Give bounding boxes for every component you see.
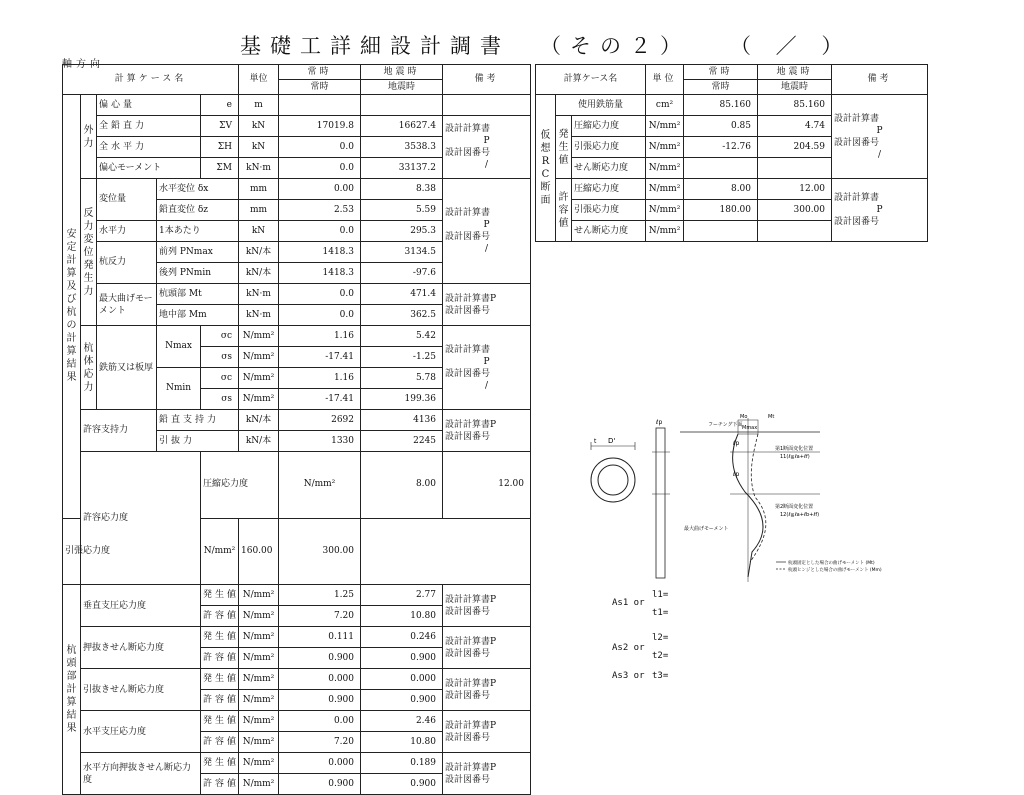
moment-normal: 0.0: [279, 305, 361, 326]
moment-label: 最大曲げモーメント: [97, 284, 157, 326]
stress-quake: 199.36: [361, 389, 443, 410]
formula-as3: As3 or: [612, 671, 645, 681]
legend-solid: 杭頭固定とした場合の曲げモーメント (Mt): [788, 561, 875, 566]
hdr-unit: 単位: [239, 65, 279, 95]
stress-unit: N/mm²: [239, 389, 279, 410]
head-gen-normal: 0.00: [279, 711, 361, 732]
head-gen: 発生値: [201, 585, 239, 606]
allow-stress-unit: N/mm²: [279, 452, 361, 519]
hdr-quake-sub: 地震時: [361, 80, 443, 95]
nmax-label: Nmax: [157, 326, 201, 368]
rebar-label: 鉄筋又は板厚: [97, 326, 157, 410]
ext-normal: 0.0: [279, 137, 361, 158]
pile-section-circle: [591, 458, 635, 502]
note-calc: 設計計算書: [445, 124, 491, 134]
pile-react-label: 杭反力: [97, 242, 157, 284]
rc-alw-normal: 8.00: [684, 179, 758, 200]
head-alw: 許容値: [201, 774, 239, 795]
ext-name: 偏心モーメント: [97, 158, 201, 179]
ext-normal: [279, 95, 361, 116]
lp-label-1: ℓp: [656, 419, 663, 426]
ext-unit: m: [239, 95, 279, 116]
head-gen: 発生値: [201, 627, 239, 648]
head-alw: 許容値: [201, 690, 239, 711]
hdr-normal: 常時: [279, 65, 361, 80]
stress-sym: σs: [201, 389, 239, 410]
head-unit: N/mm²: [239, 606, 279, 627]
page-number: （ ／ ）: [730, 34, 852, 58]
ext-normal: 0.0: [279, 158, 361, 179]
head-alw-normal: 7.20: [279, 606, 361, 627]
stress-normal: -17.41: [279, 389, 361, 410]
pile-react-name: 前列 PNmax: [157, 242, 239, 263]
rhdr-normal-sub: 常時: [684, 80, 758, 95]
stress-quake: -1.25: [361, 347, 443, 368]
allow-support-unit: kN/本: [239, 410, 279, 431]
pile-react-unit: kN/本: [239, 242, 279, 263]
formula-l1: l1=: [652, 590, 669, 600]
disp-normal: 2.53: [279, 200, 361, 221]
head-gen-quake: 0.246: [361, 627, 443, 648]
ext-unit: kN: [239, 116, 279, 137]
rc-alw-remarks: [832, 179, 928, 242]
head-gen-normal: 1.25: [279, 585, 361, 606]
rc-alw-quake: 300.00: [758, 200, 832, 221]
head-unit: N/mm²: [239, 774, 279, 795]
moment-remarks: [443, 284, 531, 326]
stress-sym: σs: [201, 347, 239, 368]
allow-stress-unit: N/mm²: [201, 518, 239, 585]
head-unit: N/mm²: [239, 753, 279, 774]
note-drawing: 設計図番号: [834, 217, 880, 227]
head-alw-normal: 0.900: [279, 774, 361, 795]
ext-name: 全鉛直力: [97, 116, 201, 137]
section-stability: 安定計算及び杭の計算結果: [63, 95, 81, 519]
rhdr-remarks: 備考: [832, 65, 928, 95]
allow-stress-quake: 300.00: [279, 518, 361, 585]
section-pile-head: 杭頭部計算結果: [63, 585, 81, 795]
rc-gen-unit: N/mm²: [646, 158, 684, 179]
pile-react-quake: 3134.5: [361, 242, 443, 263]
ext-normal: 17019.8: [279, 116, 361, 137]
head-unit: N/mm²: [239, 690, 279, 711]
head-gen-quake: 0.189: [361, 753, 443, 774]
head-label: 水平方向押抜きせん断応力度: [81, 753, 201, 795]
head-unit: N/mm²: [239, 627, 279, 648]
formula-l2: l2=: [652, 633, 669, 643]
hforce-label: 水平力: [97, 221, 157, 242]
rc-gen-normal: [684, 158, 758, 179]
head-remarks: [443, 753, 531, 795]
rebar-name: 使用鉄筋量: [556, 95, 646, 116]
ext-remarks: [443, 116, 531, 179]
ext-sym: ΣV: [201, 116, 239, 137]
rc-alw-name: せん断応力度: [572, 221, 646, 242]
rc-alw-quake: [758, 221, 832, 242]
head-gen-normal: 0.111: [279, 627, 361, 648]
hforce-quake: 295.3: [361, 221, 443, 242]
note-calc-p: 設計計算書P: [445, 678, 497, 689]
rc-alw-quake: 12.00: [758, 179, 832, 200]
head-gen-quake: 2.77: [361, 585, 443, 606]
head-alw-quake: 0.900: [361, 690, 443, 711]
rc-gen-remarks: [832, 95, 928, 179]
rhdr-case: 計算ケース名: [536, 65, 646, 95]
hdr-case: 計算ケース名: [63, 65, 239, 95]
allow-stress-normal: 160.00: [239, 518, 279, 585]
nmin-label: Nmin: [157, 368, 201, 410]
stress-sym: σc: [201, 326, 239, 347]
note-calc-p: 設計計算書P: [445, 720, 497, 731]
ext-quake: 3538.3: [361, 137, 443, 158]
head-alw-quake: 10.80: [361, 606, 443, 627]
right-rc-table: [535, 64, 928, 242]
formula-as2: As2 or: [612, 643, 645, 653]
mmax-label: Mmax: [742, 425, 758, 431]
note-p: P: [483, 136, 490, 146]
note-calc-p: 設計計算書P: [445, 762, 497, 773]
note-calc-p: 設計計算書P: [445, 636, 497, 647]
rc-gen-normal: -12.76: [684, 137, 758, 158]
ext-sym: e: [201, 95, 239, 116]
ext-unit: kN·m: [239, 158, 279, 179]
ext-quake: [361, 95, 443, 116]
rc-gen-name: 圧縮応力度: [572, 116, 646, 137]
head-remarks: [443, 711, 531, 753]
ext-quake: 33137.2: [361, 158, 443, 179]
allow-support-normal: 2692: [279, 410, 361, 431]
lp-label-2: ℓp: [733, 440, 740, 447]
allow-support-label: 許容支持力: [81, 410, 157, 452]
rc-alw-normal: [684, 221, 758, 242]
allow-support-normal: 1330: [279, 431, 361, 452]
pile-react-normal: 1418.3: [279, 242, 361, 263]
ext-sym: ΣM: [201, 158, 239, 179]
ext-name: 偏心量: [97, 95, 201, 116]
rhdr-unit: 単位: [646, 65, 684, 95]
disp-label: 変位量: [97, 179, 157, 221]
rebar-quake: 85.160: [758, 95, 832, 116]
allow-support-remarks: [443, 410, 531, 452]
head-label: 引抜きせん断応力度: [81, 669, 201, 711]
stress-normal: -17.41: [279, 347, 361, 368]
pile-react-quake: -97.6: [361, 263, 443, 284]
head-remarks: [443, 627, 531, 669]
hdr-remarks: 備考: [443, 65, 531, 95]
sec1-label: 第1断面変化位置: [775, 446, 814, 452]
head-unit: N/mm²: [239, 648, 279, 669]
hdr-normal-sub: 常時: [279, 80, 361, 95]
allow-support-quake: 2245: [361, 431, 443, 452]
head-remarks: [443, 585, 531, 627]
section-pile-stress: 杭体応力: [81, 326, 97, 410]
note-slash: /: [484, 380, 489, 391]
head-label: 押抜きせん断応力度: [81, 627, 201, 669]
pile-elevation: [652, 428, 670, 578]
note-calc: 設計計算書: [834, 193, 880, 203]
head-alw: 許容値: [201, 648, 239, 669]
note-drawing: 設計図番号: [445, 305, 491, 316]
head-alw-normal: 0.900: [279, 690, 361, 711]
rc-gen-name: 引張応力度: [572, 137, 646, 158]
stress-quake: 5.42: [361, 326, 443, 347]
d-label: D': [608, 437, 616, 445]
note-drawing: 設計図番号: [445, 648, 491, 659]
allow-stress-name: 圧縮応力度: [201, 452, 279, 519]
stress-unit: N/mm²: [239, 347, 279, 368]
disp-quake: 5.59: [361, 200, 443, 221]
mo-label: Mo: [740, 414, 748, 420]
rc-alw-unit: N/mm²: [646, 200, 684, 221]
rc-gen-unit: N/mm²: [646, 137, 684, 158]
note-calc: 設計計算書: [445, 344, 491, 355]
rc-alw-normal: 180.00: [684, 200, 758, 221]
note-drawing: 設計図番号: [445, 148, 491, 158]
head-alw-normal: 0.900: [279, 648, 361, 669]
section-external: 外力: [81, 95, 97, 179]
disp-normal: 0.00: [279, 179, 361, 200]
rhdr-normal: 常時: [684, 65, 758, 80]
formula-t3: t3=: [652, 671, 669, 681]
stress-unit: N/mm²: [239, 368, 279, 389]
ext-sym: ΣH: [201, 137, 239, 158]
hforce-name: 1本あたり: [157, 221, 239, 242]
rhdr-quake: 地震時: [758, 65, 832, 80]
stress-normal: 1.16: [279, 326, 361, 347]
note-calc-p: 設計計算書P: [445, 419, 497, 430]
axis-label: 軸方向: [62, 59, 104, 70]
formula-t1: t1=: [652, 608, 669, 618]
note-calc: 設計計算書: [834, 113, 880, 124]
note-drawing: 設計図番号: [445, 774, 491, 785]
allow-stress-name: 引張応力度: [63, 518, 97, 585]
head-label: 垂直支圧応力度: [81, 585, 201, 627]
page-title-part: （その２）: [540, 34, 690, 58]
rhdr-quake-sub: 地震時: [758, 80, 832, 95]
head-gen: 発生値: [201, 669, 239, 690]
stress-remarks: [443, 326, 531, 410]
formula-t2: t2=: [652, 651, 669, 661]
sec2-sub: 12(ℓ≧ℓa+ℓb+ℓf): [780, 512, 820, 518]
head-unit: N/mm²: [239, 732, 279, 753]
note-drawing: 設計図番号: [445, 368, 491, 379]
rc-gen-unit: N/mm²: [646, 116, 684, 137]
note-calc: 設計計算書: [445, 208, 491, 218]
sec1-sub: 11(ℓ≧ℓa+ℓf): [780, 454, 810, 460]
rc-alw-unit: N/mm²: [646, 221, 684, 242]
note-p: P: [483, 356, 490, 367]
ext-unit: kN: [239, 137, 279, 158]
section-reaction: 反力変位発生力: [81, 179, 97, 326]
disp-name: 鉛直変位 δz: [157, 200, 239, 221]
head-unit: N/mm²: [239, 669, 279, 690]
rebar-unit: cm²: [646, 95, 684, 116]
note-calc-p: 設計計算書P: [445, 594, 497, 605]
stress-unit: N/mm²: [239, 326, 279, 347]
gen-label: 発生値: [556, 116, 572, 179]
head-gen-normal: 0.000: [279, 669, 361, 690]
pile-react-name: 後列 PNmin: [157, 263, 239, 284]
allow-support-name: 鉛直支持力: [157, 410, 239, 431]
disp-unit: mm: [239, 200, 279, 221]
head-alw: 許容値: [201, 606, 239, 627]
disp-name: 水平変位 δx: [157, 179, 239, 200]
moment-quake: 471.4: [361, 284, 443, 305]
moment-name: 地中部 Mm: [157, 305, 239, 326]
lp-label-3: ℓp: [733, 471, 740, 478]
allow-support-unit: kN/本: [239, 431, 279, 452]
disp-quake: 8.38: [361, 179, 443, 200]
head-gen-quake: 2.46: [361, 711, 443, 732]
pile-diagram: [580, 412, 880, 592]
head-label: 水平支圧応力度: [81, 711, 201, 753]
page-title: 基礎工詳細設計調書: [240, 34, 510, 58]
stress-quake: 5.78: [361, 368, 443, 389]
rc-gen-normal: 0.85: [684, 116, 758, 137]
disp-unit: mm: [239, 179, 279, 200]
note-drawing: 設計図番号: [445, 232, 491, 242]
moment-diagram: [730, 418, 820, 582]
rc-alw-unit: N/mm²: [646, 179, 684, 200]
head-gen-normal: 0.000: [279, 753, 361, 774]
head-alw-quake: 0.900: [361, 774, 443, 795]
head-alw-normal: 7.20: [279, 732, 361, 753]
head-gen: 発生値: [201, 711, 239, 732]
moment-quake: 362.5: [361, 305, 443, 326]
rc-gen-quake: 204.59: [758, 137, 832, 158]
pile-react-normal: 1418.3: [279, 263, 361, 284]
alw-label: 許容値: [556, 179, 572, 242]
t-label: t: [594, 438, 597, 445]
note-p: P: [483, 220, 490, 230]
moment-normal: 0.0: [279, 284, 361, 305]
pile-react-unit: kN/本: [239, 263, 279, 284]
head-alw-quake: 10.80: [361, 732, 443, 753]
head-gen-quake: 0.000: [361, 669, 443, 690]
allow-stress-quake: 12.00: [443, 452, 531, 519]
note-drawing: 設計図番号: [834, 137, 880, 148]
curve-label: 最大曲げモーメント: [684, 526, 729, 532]
rc-gen-quake: 4.74: [758, 116, 832, 137]
moment-name: 杭頭部 Mt: [157, 284, 239, 305]
sec2-label: 第2断面変化位置: [775, 504, 814, 510]
note-slash: /: [484, 244, 489, 254]
head-unit: N/mm²: [239, 585, 279, 606]
note-slash: /: [484, 160, 489, 170]
note-drawing: 設計図番号: [445, 732, 491, 743]
note-drawing: 設計図番号: [445, 431, 491, 442]
allow-support-quake: 4136: [361, 410, 443, 431]
allow-stress-label: 許容応力度: [81, 452, 201, 585]
mt-label: Mt: [768, 414, 775, 420]
ext-name: 全水平力: [97, 137, 201, 158]
rc-alw-name: 引張応力度: [572, 200, 646, 221]
head-gen: 発生値: [201, 753, 239, 774]
allow-stress-normal: 8.00: [361, 452, 443, 519]
note-p: P: [876, 125, 883, 136]
head-unit: N/mm²: [239, 711, 279, 732]
stress-normal: 1.16: [279, 368, 361, 389]
ext-note: [443, 95, 531, 116]
moment-unit: kN·m: [239, 305, 279, 326]
rebar-normal: 85.160: [684, 95, 758, 116]
allow-support-name: 引抜力: [157, 431, 239, 452]
formula-as1: As1 or: [612, 598, 645, 608]
react-remarks: [443, 179, 531, 284]
left-result-table: [62, 64, 531, 795]
stress-sym: σc: [201, 368, 239, 389]
moment-unit: kN·m: [239, 284, 279, 305]
hdr-quake: 地震時: [361, 65, 443, 80]
head-remarks: [443, 669, 531, 711]
note-drawing: 設計図番号: [445, 606, 491, 617]
note-slash: /: [877, 149, 882, 160]
ext-quake: 16627.4: [361, 116, 443, 137]
hforce-normal: 0.0: [279, 221, 361, 242]
footing-label: フーチング下面: [708, 422, 743, 428]
rc-gen-name: せん断応力度: [572, 158, 646, 179]
section-rc: 仮想RC断面: [536, 95, 556, 242]
hforce-unit: kN: [239, 221, 279, 242]
legend-dash: 杭頭ヒンジとした場合の曲げモーメント (Mm): [788, 568, 882, 573]
note-calc-p: 設計計算書P: [445, 293, 497, 304]
head-alw-quake: 0.900: [361, 648, 443, 669]
head-alw: 許容値: [201, 732, 239, 753]
note-drawing: 設計図番号: [445, 690, 491, 701]
rc-alw-name: 圧縮応力度: [572, 179, 646, 200]
rc-gen-quake: [758, 158, 832, 179]
note-p: P: [876, 205, 883, 215]
